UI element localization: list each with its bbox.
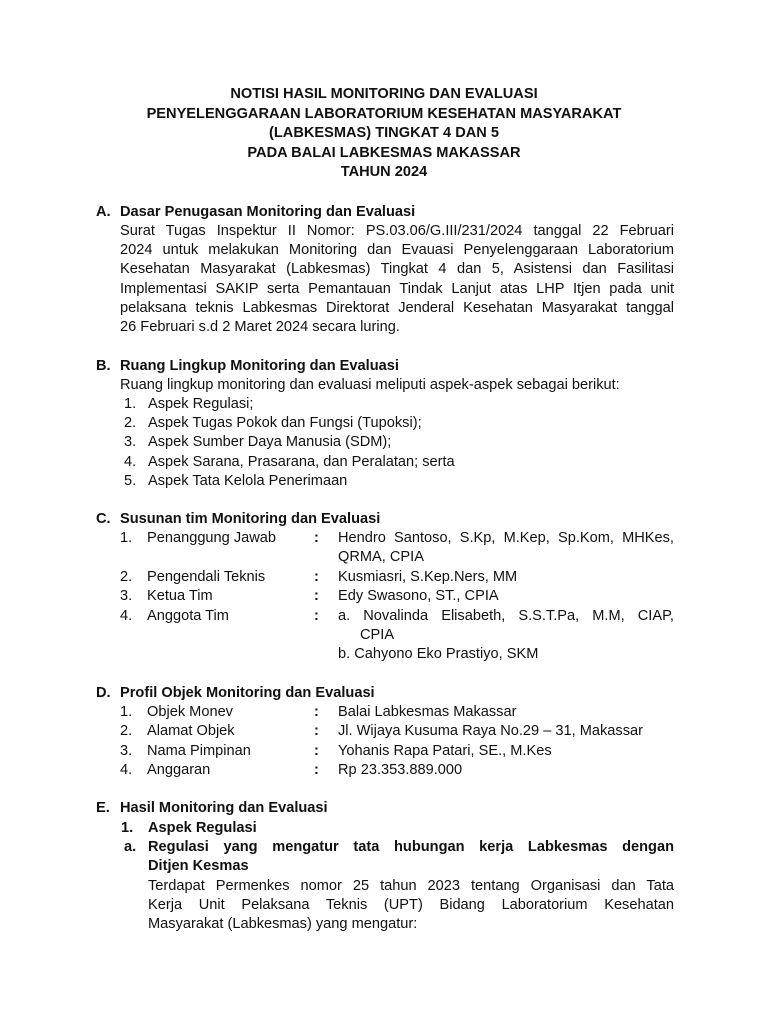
row-label: Anggaran	[147, 762, 211, 779]
row-label: Alamat Objek	[147, 723, 235, 740]
body-line: 26 Februari s.d 2 Maret 2024 secara luring.	[120, 319, 400, 336]
point-heading	[124, 838, 674, 876]
scope-list	[124, 395, 455, 491]
row-label: Penanggung Jawab	[147, 530, 277, 546]
row-value: Edy Swasono, ST., CPIA	[338, 588, 499, 605]
section-letter: C.	[96, 511, 111, 527]
title-line: NOTISI HASIL MONITORING DAN EVALUASI	[230, 86, 538, 102]
row-value-cont: CPIA	[360, 626, 395, 643]
body-line: Kerja Unit Pelaksana Teknis (UPT) Bidang Laboratorium Kesehatan	[148, 897, 674, 914]
row-number: 3.	[120, 742, 133, 759]
body-line: Terdapat Permenkes nomor 25 tahun 2023 tentang Organisasi dan Tata	[148, 878, 674, 894]
body-line: Surat Tugas Inspektur II Nomor: PS.03.06/G.III/231/2024 tanggal 22 Februari	[120, 223, 674, 239]
list-number: 2.	[124, 415, 137, 432]
row-colon: :	[314, 723, 319, 740]
section-letter: E.	[96, 800, 110, 816]
row-colon: :	[314, 762, 319, 779]
list-item	[124, 453, 455, 472]
row-number: 4.	[120, 607, 133, 624]
list-text: Aspek Tugas Pokok dan Fungsi (Tupoksi);	[148, 415, 422, 432]
team-row	[120, 529, 674, 548]
section-letter: B.	[96, 358, 111, 374]
row-value-cont: QRMA, CPIA	[338, 549, 424, 566]
row-number: 1.	[120, 530, 133, 546]
title-line: (LABKESMAS) TINGKAT 4 DAN 5	[269, 125, 499, 141]
row-number: 2.	[120, 568, 133, 585]
section-letter: A.	[96, 204, 111, 220]
team-row	[120, 568, 674, 587]
row-number: 2.	[120, 723, 133, 740]
row-colon: :	[314, 742, 319, 759]
section-c-heading	[96, 510, 380, 529]
list-number: 4.	[124, 453, 137, 470]
list-text: Aspek Sumber Daya Manusia (SDM);	[148, 434, 392, 451]
row-number: 1.	[120, 704, 133, 720]
section-title: Profil Objek Monitoring dan Evaluasi	[120, 685, 375, 701]
list-text: Aspek Tata Kelola Penerimaan	[148, 472, 348, 489]
row-number: 4.	[120, 762, 133, 779]
point-title-line: Regulasi yang mengatur tata hubungan kerja Labkesmas dengan	[148, 839, 674, 855]
title-line: PENYELENGGARAAN LABORATORIUM KESEHATAN MASYARAKAT	[146, 105, 622, 122]
body-line: pelaksana teknis Labkesmas Direktorat Jenderal Kesehatan Masyarakat tanggal	[120, 299, 674, 316]
section-b-heading	[96, 357, 399, 376]
section-title: Ruang Lingkup Monitoring dan Evaluasi	[120, 358, 399, 374]
section-d-heading	[96, 684, 375, 703]
list-number: 3.	[124, 434, 137, 451]
row-colon: :	[314, 704, 319, 720]
team-row-cont	[120, 645, 674, 664]
point-letter: a.	[124, 839, 137, 855]
row-label: Ketua Tim	[147, 588, 213, 605]
section-title: Susunan tim Monitoring dan Evaluasi	[120, 511, 381, 527]
list-text: Aspek Sarana, Prasarana, dan Peralatan; serta	[148, 453, 455, 470]
row-label: Pengendali Teknis	[147, 568, 266, 585]
section-letter: D.	[96, 685, 111, 701]
section-title: Hasil Monitoring dan Evaluasi	[120, 800, 328, 816]
body-line: Masyarakat (Labkesmas) yang mengatur:	[148, 916, 418, 933]
section-title: Dasar Penugasan Monitoring dan Evaluasi	[120, 204, 416, 220]
row-label: Anggota Tim	[147, 607, 229, 624]
row-value: Hendro Santoso, S.Kp, M.Kep, Sp.Kom, MHKes,	[338, 530, 674, 546]
subsection-title: Aspek Regulasi	[148, 820, 257, 836]
team-table	[120, 529, 674, 665]
profile-row	[120, 722, 674, 741]
row-value: Balai Labkesmas Makassar	[338, 704, 517, 720]
profile-row	[120, 761, 674, 780]
row-colon: :	[314, 530, 319, 546]
row-value: Jl. Wijaya Kusuma Raya No.29 – 31, Makassar	[338, 723, 643, 740]
row-value-cont: b. Cahyono Eko Prastiyo, SKM	[338, 646, 539, 663]
section-a-heading	[96, 203, 415, 222]
title-line: TAHUN 2024	[340, 164, 428, 180]
point-title-line: Ditjen Kesmas	[148, 858, 249, 875]
list-number: 5.	[124, 472, 137, 489]
subsection-heading	[121, 819, 257, 838]
title-line: PADA BALAI LABKESMAS MAKASSAR	[247, 144, 521, 161]
list-text: Aspek Regulasi;	[148, 396, 254, 412]
body-line: 2024 untuk melakukan Monitoring dan Evauasi Penyelenggaraan Laboratorium	[120, 242, 674, 259]
row-colon: :	[314, 588, 319, 605]
list-number: 1.	[124, 396, 137, 412]
row-colon: :	[314, 568, 319, 585]
section-a-body	[120, 222, 674, 337]
section-e-body	[148, 877, 674, 935]
section-b-intro	[120, 376, 674, 395]
list-item	[124, 472, 455, 491]
profile-table	[120, 703, 674, 781]
row-label: Nama Pimpinan	[147, 742, 251, 759]
row-colon: :	[314, 607, 319, 624]
profile-row	[120, 742, 674, 761]
row-number: 3.	[120, 588, 133, 605]
row-value: Yohanis Rapa Patari, SE., M.Kes	[338, 742, 552, 759]
row-value: Kusmiasri, S.Kep.Ners, MM	[338, 568, 518, 585]
team-row-cont	[120, 626, 674, 645]
section-e-heading	[96, 799, 328, 818]
list-item	[124, 414, 455, 433]
team-row	[120, 607, 674, 626]
body-line: Ruang lingkup monitoring dan evaluasi meliputi aspek-aspek sebagai berikut:	[120, 377, 620, 393]
body-line: Implementasi SAKIP serta Pemantauan Tindak Lanjut atas LHP Itjen pada unit	[120, 280, 674, 297]
document-title	[0, 85, 768, 183]
row-value: Rp 23.353.889.000	[338, 762, 463, 779]
body-line: Kesehatan Masyarakat (Labkesmas) Tingkat 4 dan 5, Asistensi dan Fasilitasi	[120, 261, 674, 278]
row-label: Objek Monev	[147, 704, 233, 720]
team-row-cont	[120, 548, 674, 567]
team-row	[120, 587, 674, 606]
profile-row	[120, 703, 674, 722]
row-value: a. Novalinda Elisabeth, S.S.T.Pa, M.M, CIAP,	[338, 607, 674, 624]
subsection-number: 1.	[121, 820, 134, 836]
list-item	[124, 433, 455, 452]
list-item	[124, 395, 455, 414]
